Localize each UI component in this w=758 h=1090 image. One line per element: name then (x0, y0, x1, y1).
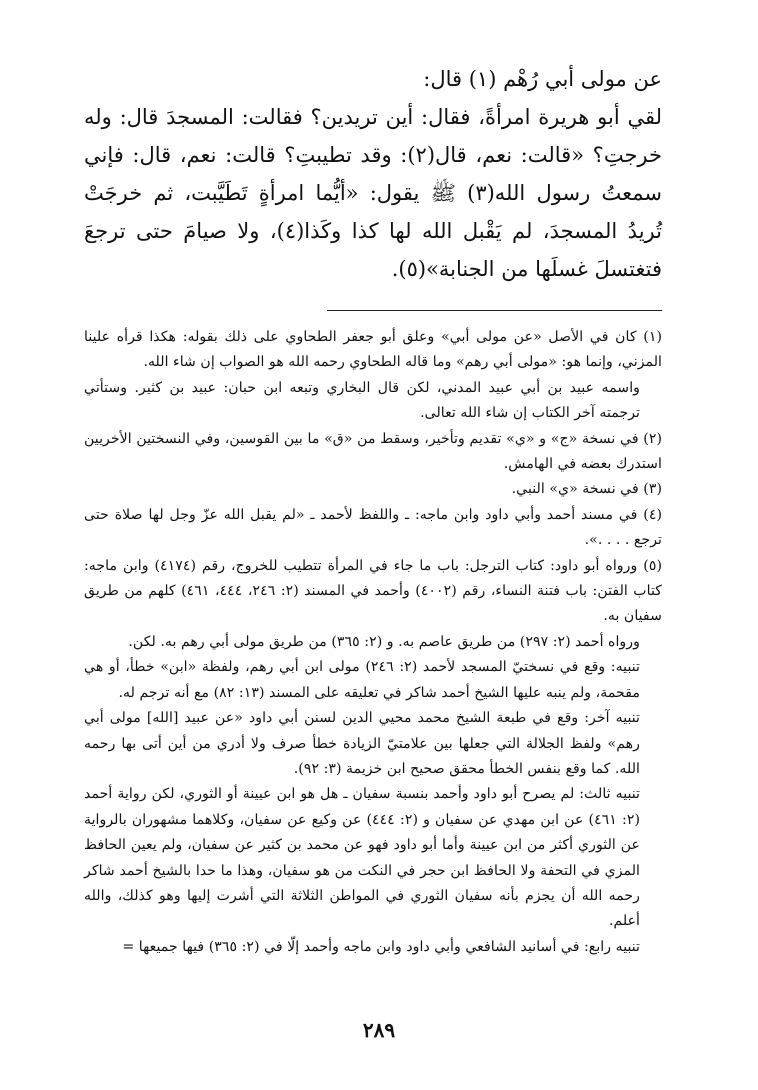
footnote-5-tanbih-3: تنبيه ثالث: لم يصرح أبو داود وأحمد بنسبة سفيان ـ هل هو ابن عيينة أو الثوري، لكن رواية أحمد (٢: ٤٦١) عن ابن مهدي عن سفيان و (٢: ٤٤٤) عن وكيع عن سفيان، وكلاهما مشهوران بالرواية عن الثوري أكثر من ابن عيينة وأما أبو داود فهو عن محمد بن كثير عن سفيان، ولم يعين الحافظ المزي في التحفة ولا الحافظ ابن حجر في النكت من هو سفيان، وهذا ما حدا بالشيخ أحمد شاكر رحمه الله أن يجزم بأنه سفيان الثوري في المواطن الثلاثة التي أشرت إليها وهو كذلك، والله أعلم. (84, 786, 640, 930)
footnote-1-continued: واسمه عبيد بن أبي عبيد المدني، لكن قال البخاري وتبعه ابن حبان: عبيد بن كثير. وستأتي ترجمته آخر الكتاب إن شاء الله تعالى. (84, 379, 640, 422)
footnote-3: (٣) في نسخة «ي» النبي. (511, 481, 662, 498)
footnote-5: (٥) ورواه أبو داود: كتاب الترجل: باب ما جاء في المرأة تتطيب للخروج، رقم (٤١٧٤) وابن ماجه: كتاب الفتن: باب فتنة النساء، رقم (٤٠٠٢) وأحمد في المسند (٢: ٢٤٦، ٤٤٤، ٤٦١) كلهم من طريق سفيان به. (84, 557, 663, 625)
footnote-5-tanbih-2: تنبيه آخر: وقع في طبعة الشيخ محمد محيي الدين لسنن أبي داود «عن عبيد [الله] مولى أبي رهم» ولفظ الجلالة التي جعلها بين علامتيّ الزيادة خطأ صرف ولا أدري من أين أتى بها رحمه الله. كما وقع بنفس الخطأ محقق صحيح ابن خزيمة (٣: ٩٢). (84, 710, 640, 777)
footnote-5-tanbih-1: تنبيه: وقع في نسختيّ المسجد لأحمد (٢: ٢٤٦) مولى ابن أبي رهم، ولفظة «ابن» خطأ، أو هي مقحمة، ولم ينبه عليها الشيخ أحمد شاكر في تعليقه على المسند (١٣: ٨٢) مع أنه ترجم له. (84, 659, 640, 701)
hadith-body: لقي أبو هريرة امرأةً، فقال: أين تريدين؟ فقالت: المسجدَ قال: وله خرجتِ؟ «قالت: نعم، قال(٢): وقد تطيبتِ؟ قالت: نعم، قال: فإني سمعتُ رسول الله(٣) ﷺ يقول: «أيُّما امرأةٍ تَطَيَّبت، ثم خرجَتْ تُريدُ المسجدَ، لم يَقْبل الله لها كذا وكَذا(٤)، ولا صيامَ حتى ترجعَ فتغتسلَ غسلَها من الجنابة»(٥). (84, 105, 662, 281)
footnote-separator (327, 310, 662, 311)
footnote-1: (١) كان في الأصل «عن مولى أبي» وعلق أبو جعفر الطحاوي على ذلك بقوله: هكذا قرأه علينا المزني، وإنما هو: «مولى أبي رهم» وما قاله الطحاوي رحمه الله هو الصواب إن شاء الله. (84, 329, 662, 371)
footnote-5-riwaya: ورواه أحمد (٢: ٢٩٧) من طريق عاصم به. و (٢: ٣٦٥) من طريق مولى أبي رهم به. لكن. (128, 633, 640, 650)
main-text (84, 60, 662, 288)
footnote-4: (٤) في مسند أحمد وأبي داود وابن ماجه: ـ واللفظ لأحمد ـ «لم يقبل الله عزّ وجل لها صلاة حتى ترجع . . . .». (84, 506, 662, 549)
footnotes (84, 325, 662, 960)
page-number: ٢٨٩ (362, 1018, 396, 1042)
hadith-intro: عن مولى أبي رُهْم (١) قال: (423, 67, 662, 91)
footnote-2: (٢) في نسخة «ج» و «ي» تقديم وتأخير، وسقط من «ق» ما بين القوسين، وفي النسختين الأخريين استدرك بعضه في الهامش. (84, 430, 662, 473)
footnote-5-tanbih-4: تنبيه رابع: في أسانيد الشافعي وأبي داود وابن ماجه وأحمد إلّا في (٢: ٣٦٥) فيها جميعها = (122, 938, 640, 955)
